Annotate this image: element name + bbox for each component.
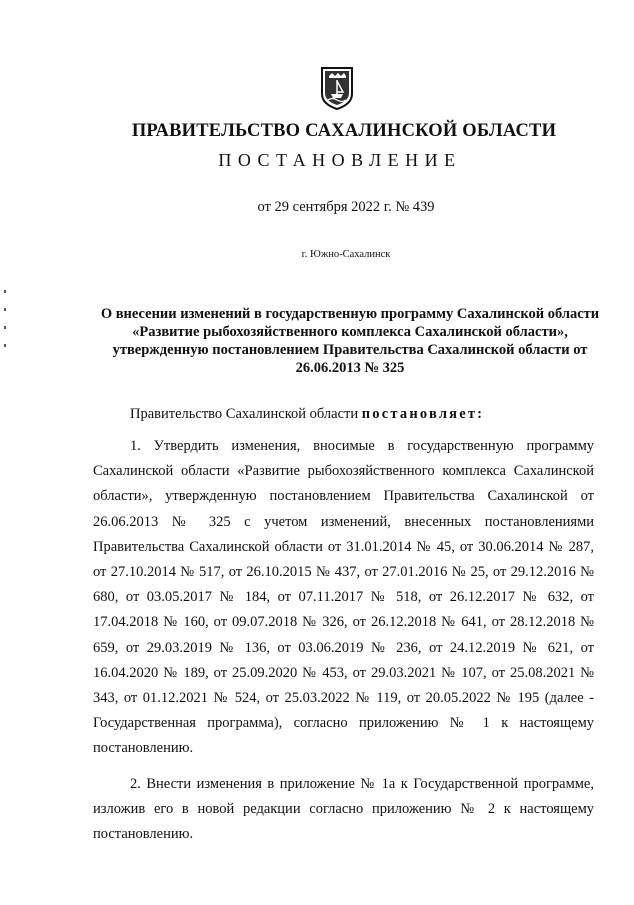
paragraph-2: 2. Внести изменения в приложение № 1а к Государственной программе, изложив его в новой редакции согласно приложению № 2 к настоящему постановлению. bbox=[93, 775, 594, 843]
margin-scan-marks bbox=[3, 290, 7, 350]
paragraph-1: 1. Утвердить изменения, вносимые в государственную программу Сахалинской области «Развитие рыбохозяйственного комплекса Сахалинской области», утвержденную постановлением Правительства Сахалинской от 26.06.2013 № 325 с учетом изменений, внесенных постановлениями Правительства Сахалинской области от 31.01.2014 № 45, от 30.06.2014 № 287, от 27.10.2014 № 517, от 26.10.2015 № 437, от 27.01.2016 № 25, от 29.12.2016 № 680, от 03.05.2017 № 184, от 07.11.2017 № 518, от 26.12.2017 № 632, от 17.04.2018 № 160, от 09.07.2018 № 326, от 26.12.2018 № 641, от 28.12.2018 № 659, от 29.03.2019 № 136, от 03.06.2019 № 236, от 24.12.2019 № 621, от 16.04.2020 № 189, от 25.09.2020 № 453, от 29.03.2021 № 107, от 25.08.2021 № 343, от 01.12.2021 № 524, от 25.03.2022 № 119, от 20.05.2022 № 195 (далее - Государственная программа), согласно приложению № 1 к настоящему постановлению. bbox=[93, 438, 594, 757]
document-body bbox=[93, 434, 594, 857]
document-subject: О внесении изменений в государственную программу Сахалинской области «Развитие рыбохозяйственного комплекса Сахалинской области», утвержденную постановлением Правительства Сахалинской области от 26.06.2013 № 325 bbox=[100, 306, 600, 376]
government-title: ПРАВИТЕЛЬСТВО САХАЛИНСКОЙ ОБЛАСТИ bbox=[131, 121, 557, 141]
document-date-number: от 29 сентября 2022 г. № 439 bbox=[257, 199, 435, 215]
sakhalin-coat-of-arms-icon bbox=[320, 64, 354, 110]
document-city: г. Южно-Сахалинск bbox=[301, 249, 391, 260]
document-type: ПОСТАНОВЛЕНИЕ bbox=[218, 150, 462, 170]
preamble-lead: Правительство Сахалинской области bbox=[130, 406, 359, 422]
preamble bbox=[130, 406, 484, 423]
preamble-verb: постановляет: bbox=[361, 406, 485, 422]
